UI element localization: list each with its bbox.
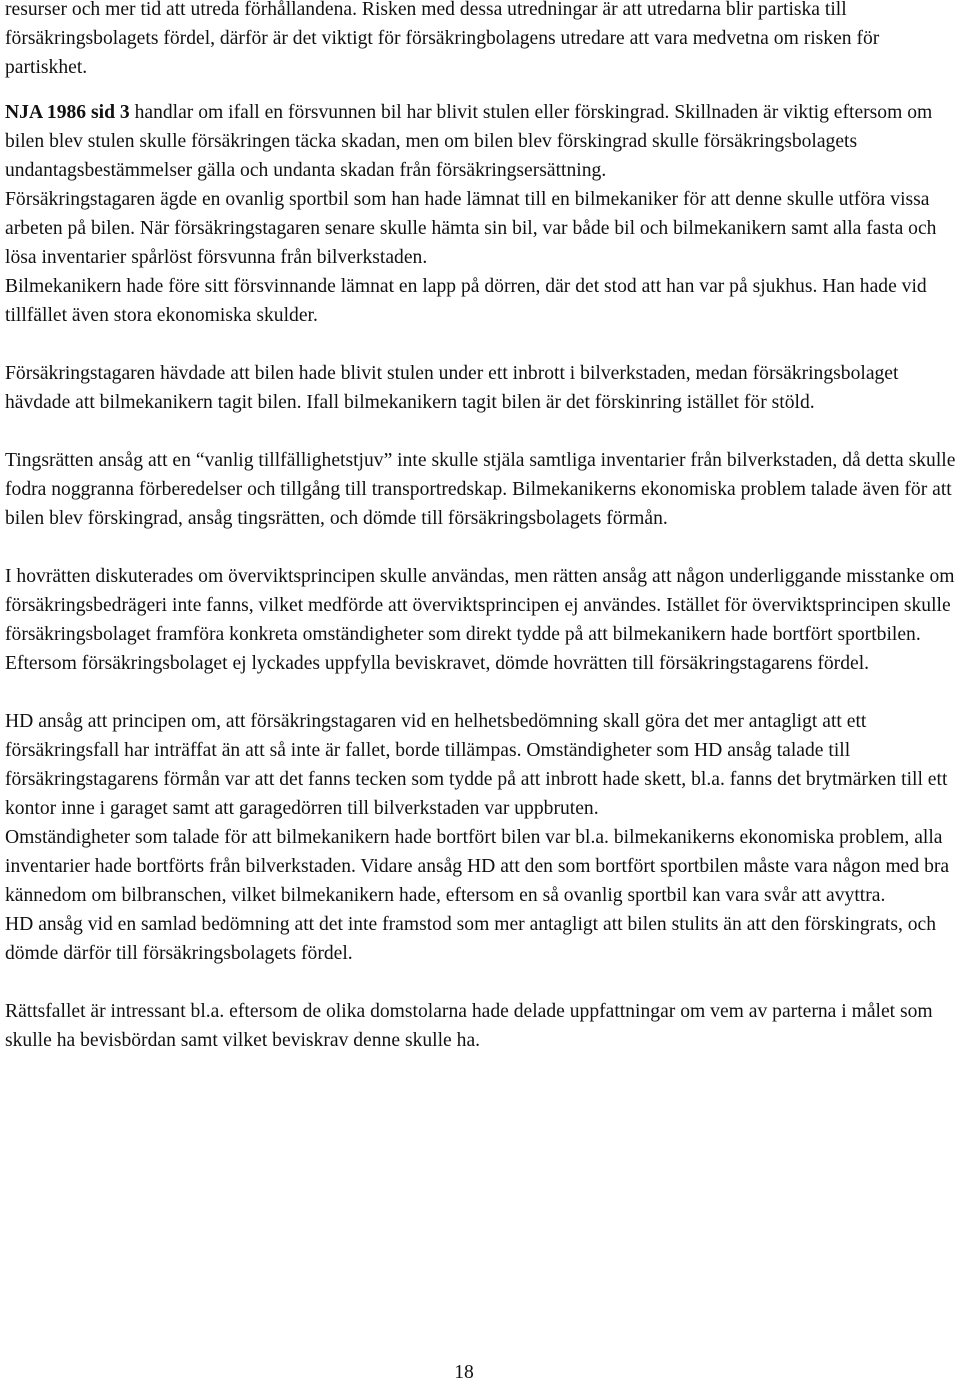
- document-page: [5, 0, 958, 1055]
- paragraph-spacer: [5, 417, 958, 446]
- case-reference: NJA 1986 sid 3: [5, 102, 130, 123]
- paragraph-hd-3: HD ansåg vid en samlad bedömning att det inte framstod som mer antagligt att bilen stulits än att den förskingrats, och dömde därför till försäkringsbolagets fördel.: [5, 914, 937, 964]
- paragraph-hovratten: I hovrätten diskuterades om överviktsprincipen skulle användas, men rätten ansåg att någon underliggande misstanke om försäkringsbedrägeri inte fanns, vilket medförde att överviktsprincipen ej användes. Istället för överviktsprincipen skulle försäkringsbolaget framföra konkreta omständigheter som direkt tydde på att bilmekanikern hade bortfört sportbilen. Eftersom försäkringsbolaget ej lyckades uppfylla beviskravet, dömde hovrätten till försäkringstagarens fördel.: [5, 566, 955, 674]
- paragraph-hd-2: Omständigheter som talade för att bilmekanikern hade bortfört bilen var bl.a. bilmekanikerns ekonomiska problem, alla inventarier hade bortförts från bilverkstaden. Vidare ansåg HD att den som bortfört sportbilen måste vara någon med bra kännedom om bilbranschen, vilket bilmekanikern hade, eftersom en så ovanlig sportbil kan vara svår att avyttra.: [5, 827, 950, 906]
- paragraph-case-intro: [5, 98, 958, 185]
- paragraph-tingsratten: Tingsrätten ansåg att en “vanlig tillfällighetstjuv” inte skulle stjäla samtliga inventarier från bilverkstaden, då detta skulle fodra noggranna förberedelser och tillgång till transportredskap. Bilmekanikerns ekonomiska problem talade även för att bilen blev förskingrad, ansåg tingsrätten, och dömde till försäkringsbolagets förmån.: [5, 450, 956, 529]
- page-number: 18: [454, 1362, 474, 1383]
- paragraph-spacer: [5, 678, 958, 707]
- paragraph-spacer: [5, 330, 958, 359]
- paragraph-spacer: [5, 82, 958, 98]
- paragraph-facts-2: Bilmekanikern hade före sitt försvinnande lämnat en lapp på dörren, där det stod att han var på sjukhus. Han hade vid tillfället även stora ekonomiska skulder.: [5, 276, 927, 326]
- paragraph-conclusion: Rättsfallet är intressant bl.a. eftersom de olika domstolarna hade delade uppfattningar om vem av parterna i målet som skulle ha bevisbördan samt vilket beviskrav denne skulle ha.: [5, 1001, 933, 1051]
- paragraph-facts-1: Försäkringstagaren ägde en ovanlig sportbil som han hade lämnat till en bilmekaniker för att denne skulle utföra vissa arbeten på bilen. När försäkringstagaren senare skulle hämta sin bil, var både bil och bilmekanikern samt alla fasta och lösa inventarier spårlöst försvunna från bilverkstaden.: [5, 189, 937, 268]
- paragraph-spacer: [5, 533, 958, 562]
- paragraph-intro: resurser och mer tid att utreda förhållandena. Risken med dessa utredningar är att utredarna blir partiska till försäkringsbolagets fördel, därför är det viktigt för försäkringbolagens utredare att vara medvetna om risken för partiskhet.: [5, 0, 880, 78]
- paragraph-claims: Försäkringstagaren hävdade att bilen hade blivit stulen under ett inbrott i bilverkstaden, medan försäkringsbolaget hävdade att bilmekanikern tagit bilen. Ifall bilmekanikern tagit bilen är det förskinring istället för stöld.: [5, 363, 899, 413]
- case-description: handlar om ifall en försvunnen bil har blivit stulen eller förskingrad. Skillnaden är viktig eftersom om bilen blev stulen skulle försäkringen täcka skadan, men om bilen blev förskingrad skulle försäkringsbolagets undantagsbestämmelser gälla och undanta skadan från försäkringsersättning.: [5, 102, 933, 181]
- paragraph-hd-1: HD ansåg att principen om, att försäkringstagaren vid en helhetsbedömning skall göra det mer antagligt att ett försäkringsfall har inträffat än att så inte är fallet, borde tillämpas. Omständigheter som HD ansåg talade till försäkringstagarens förmån var att det fanns tecken som tydde på att inbrott hade skett, bl.a. fanns det brytmärken till ett kontor inne i garaget samt att garagedörren till bilverkstaden var uppbruten.: [5, 711, 948, 819]
- paragraph-spacer: [5, 968, 958, 997]
